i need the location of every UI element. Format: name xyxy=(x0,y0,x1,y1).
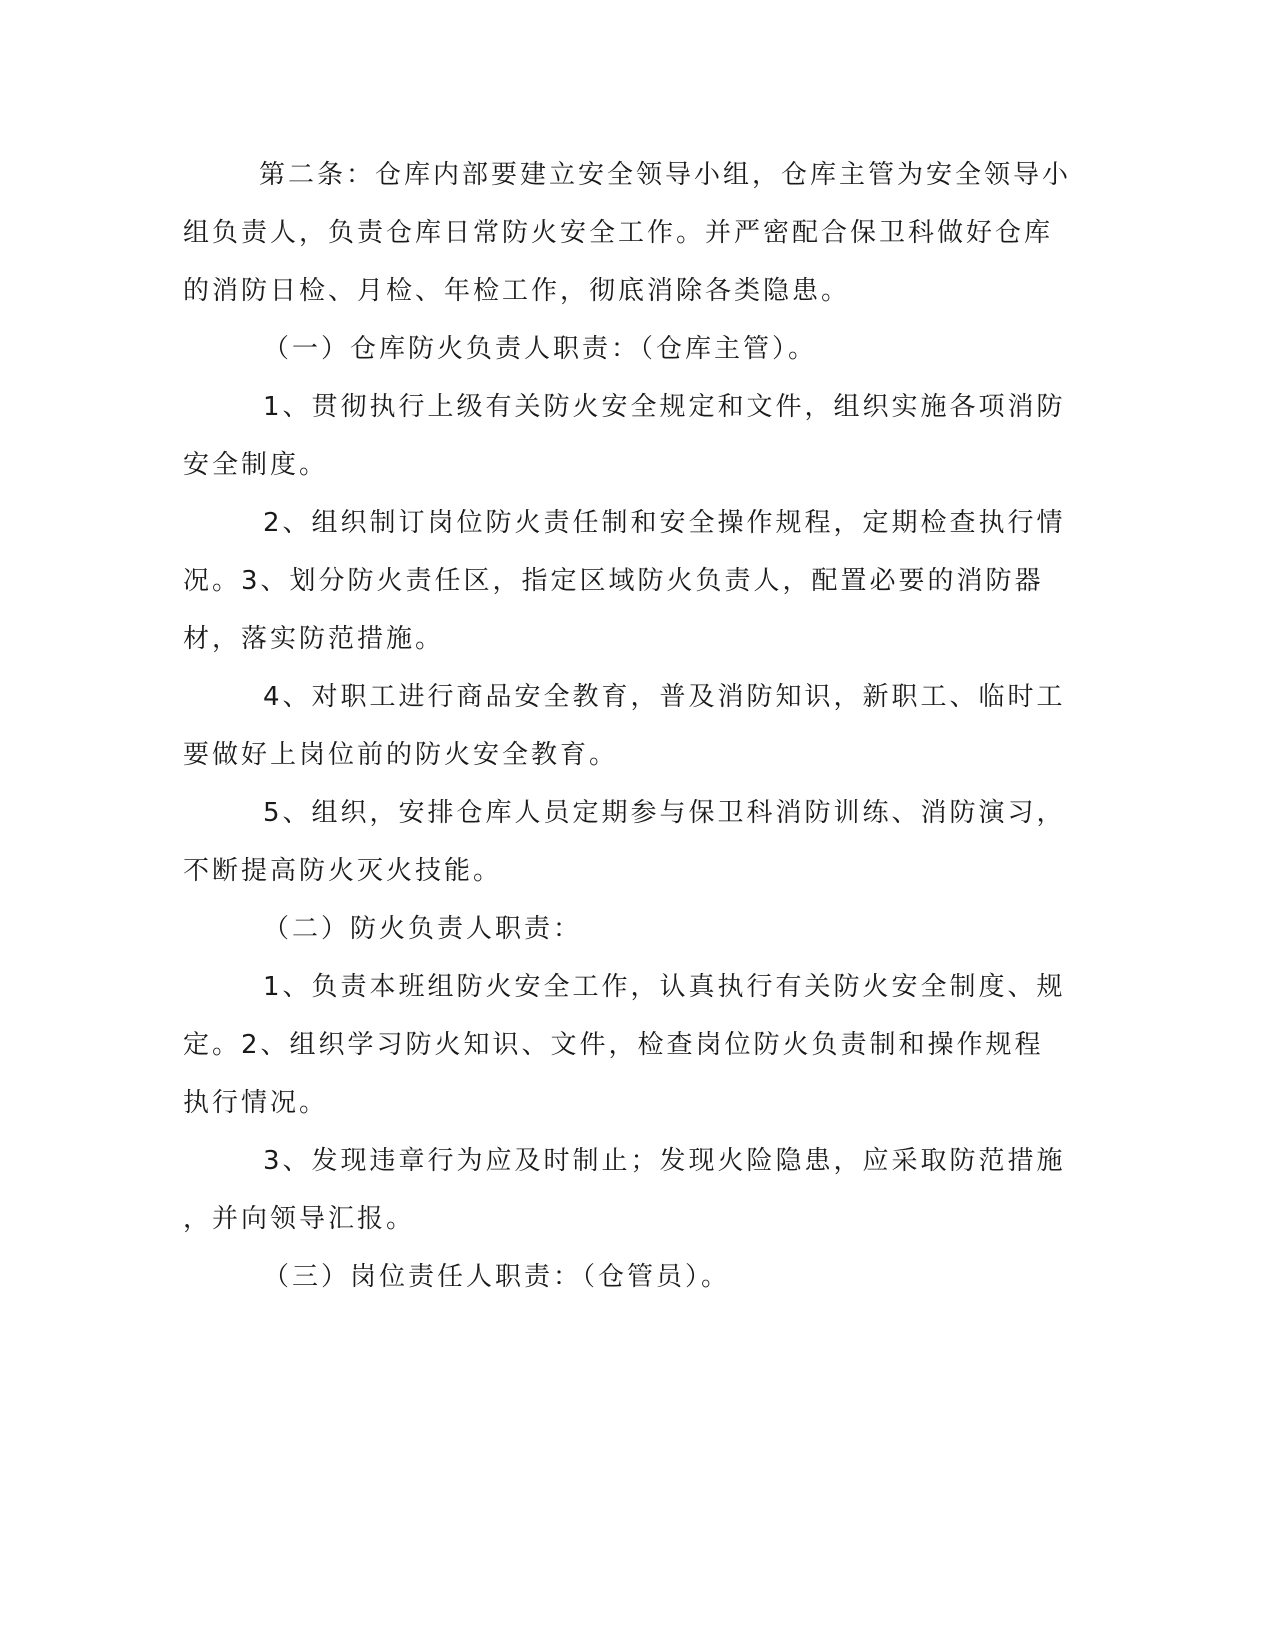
text-line: 3、发现违章行为应及时制止；发现火险隐患，应采取防范措施 xyxy=(263,1146,1066,1176)
text-line: 要做好上岗位前的防火安全教育。 xyxy=(183,740,619,770)
text-line: 材，落实防范措施。 xyxy=(183,624,445,654)
text-line: 的消防日检、月检、年检工作，彻底消除各类隐患。 xyxy=(183,276,851,306)
text-line: 1、负责本班组防火安全工作，认真执行有关防火安全制度、规 xyxy=(263,972,1066,1002)
text-line: 第二条：仓库内部要建立安全领导小组，仓库主管为安全领导小 xyxy=(259,160,1072,190)
text-line: 2、组织制订岗位防火责任制和安全操作规程，定期检查执行情 xyxy=(263,508,1066,538)
text-line: 组负责人，负责仓库日常防火安全工作。并严密配合保卫科做好仓库 xyxy=(183,218,1054,248)
text-line: （三）岗位责任人职责：（仓管员）。 xyxy=(263,1262,731,1292)
text-line: （二）防火负责人职责： xyxy=(263,914,583,944)
text-line: （一）仓库防火负责人职责：（仓库主管）。 xyxy=(263,334,818,364)
text-line: 安全制度。 xyxy=(183,450,329,480)
text-line: 定。2、组织学习防火知识、文件，检查岗位防火负责制和操作规程 xyxy=(183,1030,1044,1060)
text-line: 况。3、划分防火责任区，指定区域防火负责人，配置必要的消防器 xyxy=(183,566,1044,596)
text-line: 4、对职工进行商品安全教育，普及消防知识，新职工、临时工 xyxy=(263,682,1066,712)
text-line: 执行情况。 xyxy=(183,1088,329,1118)
text-line: 不断提高防火灭火技能。 xyxy=(183,856,503,886)
text-line: 1、贯彻执行上级有关防火安全规定和文件，组织实施各项消防 xyxy=(263,392,1066,422)
text-line: ，并向领导汇报。 xyxy=(183,1204,416,1234)
text-line: 5、组织，安排仓库人员定期参与保卫科消防训练、消防演习， xyxy=(263,798,1066,828)
